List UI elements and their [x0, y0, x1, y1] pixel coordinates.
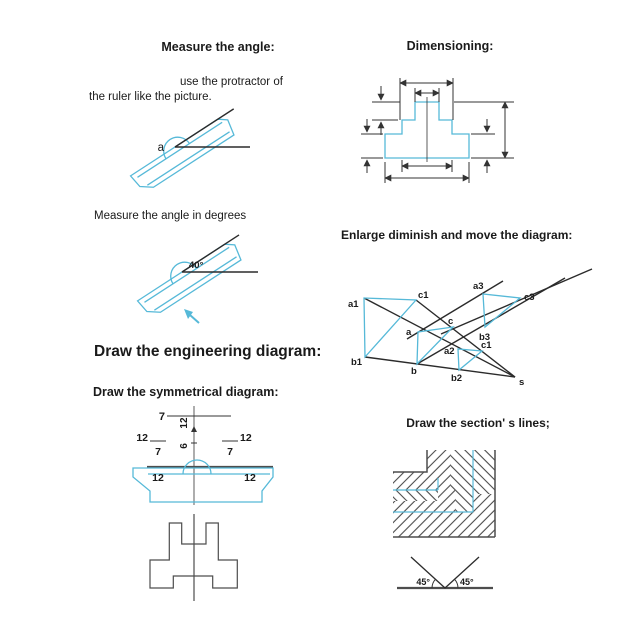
symmetrical-title: Draw the symmetrical diagram:	[93, 385, 279, 399]
point-label-a3: a3	[473, 281, 484, 292]
point-label-b1: b1	[351, 357, 363, 368]
right-45-label: 45°	[460, 577, 474, 587]
centerline-arrow	[191, 426, 197, 432]
measure-degrees-title: Measure the angle in degrees	[94, 210, 247, 222]
point-label-c1-low: c1	[481, 340, 492, 351]
protractor-ruler-figure-2	[115, 225, 275, 340]
dim-vert-12: 12	[179, 417, 190, 429]
protractor-ruler-figure-1	[120, 95, 270, 200]
dimensioning-title: Dimensioning:	[406, 39, 494, 53]
section-lines-title: Draw the section' s lines;	[406, 416, 550, 430]
point-label-a1: a1	[348, 299, 359, 310]
point-label-s: s	[519, 377, 525, 388]
enlarge-title: Enlarge diminish and move the diagram:	[341, 228, 573, 242]
engineering-title: Draw the engineering diagram:	[94, 343, 322, 360]
angle-vertex-label: a	[157, 142, 164, 154]
dim-left-7: 7	[155, 446, 161, 458]
projection-figure	[340, 275, 605, 395]
point-label-b2: b2	[451, 373, 463, 384]
dim-right-7: 7	[227, 446, 233, 458]
shape-left-12: 12	[152, 472, 164, 484]
angle-degrees-label: 40°	[189, 260, 204, 271]
dim-left-12: 12	[136, 432, 148, 444]
dim-right-12: 12	[240, 432, 252, 444]
measure-angle-body-line1: use the protractor of	[180, 76, 283, 88]
dimensioning-figure	[350, 70, 525, 195]
point-label-c3: c3	[524, 292, 535, 303]
point-label-a2: a2	[444, 346, 455, 357]
point-label-c1-top: c1	[418, 290, 429, 301]
point-label-c: c	[448, 316, 454, 327]
measure-angle-title: Measure the angle:	[161, 40, 275, 54]
pointer-arrow-icon	[184, 309, 199, 323]
dim-top-7: 7	[158, 411, 165, 423]
left-45-label: 45°	[416, 577, 430, 587]
symmetrical-dimension-figure	[125, 400, 285, 510]
point-label-a: a	[406, 327, 412, 338]
point-label-b: b	[411, 366, 417, 377]
dim-vert-6: 6	[179, 443, 190, 449]
symmetric-outline-figure	[140, 510, 250, 605]
section-hatch-figure	[385, 442, 505, 545]
point-label-b3: b3	[479, 332, 491, 343]
angles-45-figure	[390, 550, 500, 600]
measure-angle-body-line2: the ruler like the picture.	[89, 91, 212, 103]
shape-right-12: 12	[244, 472, 256, 484]
